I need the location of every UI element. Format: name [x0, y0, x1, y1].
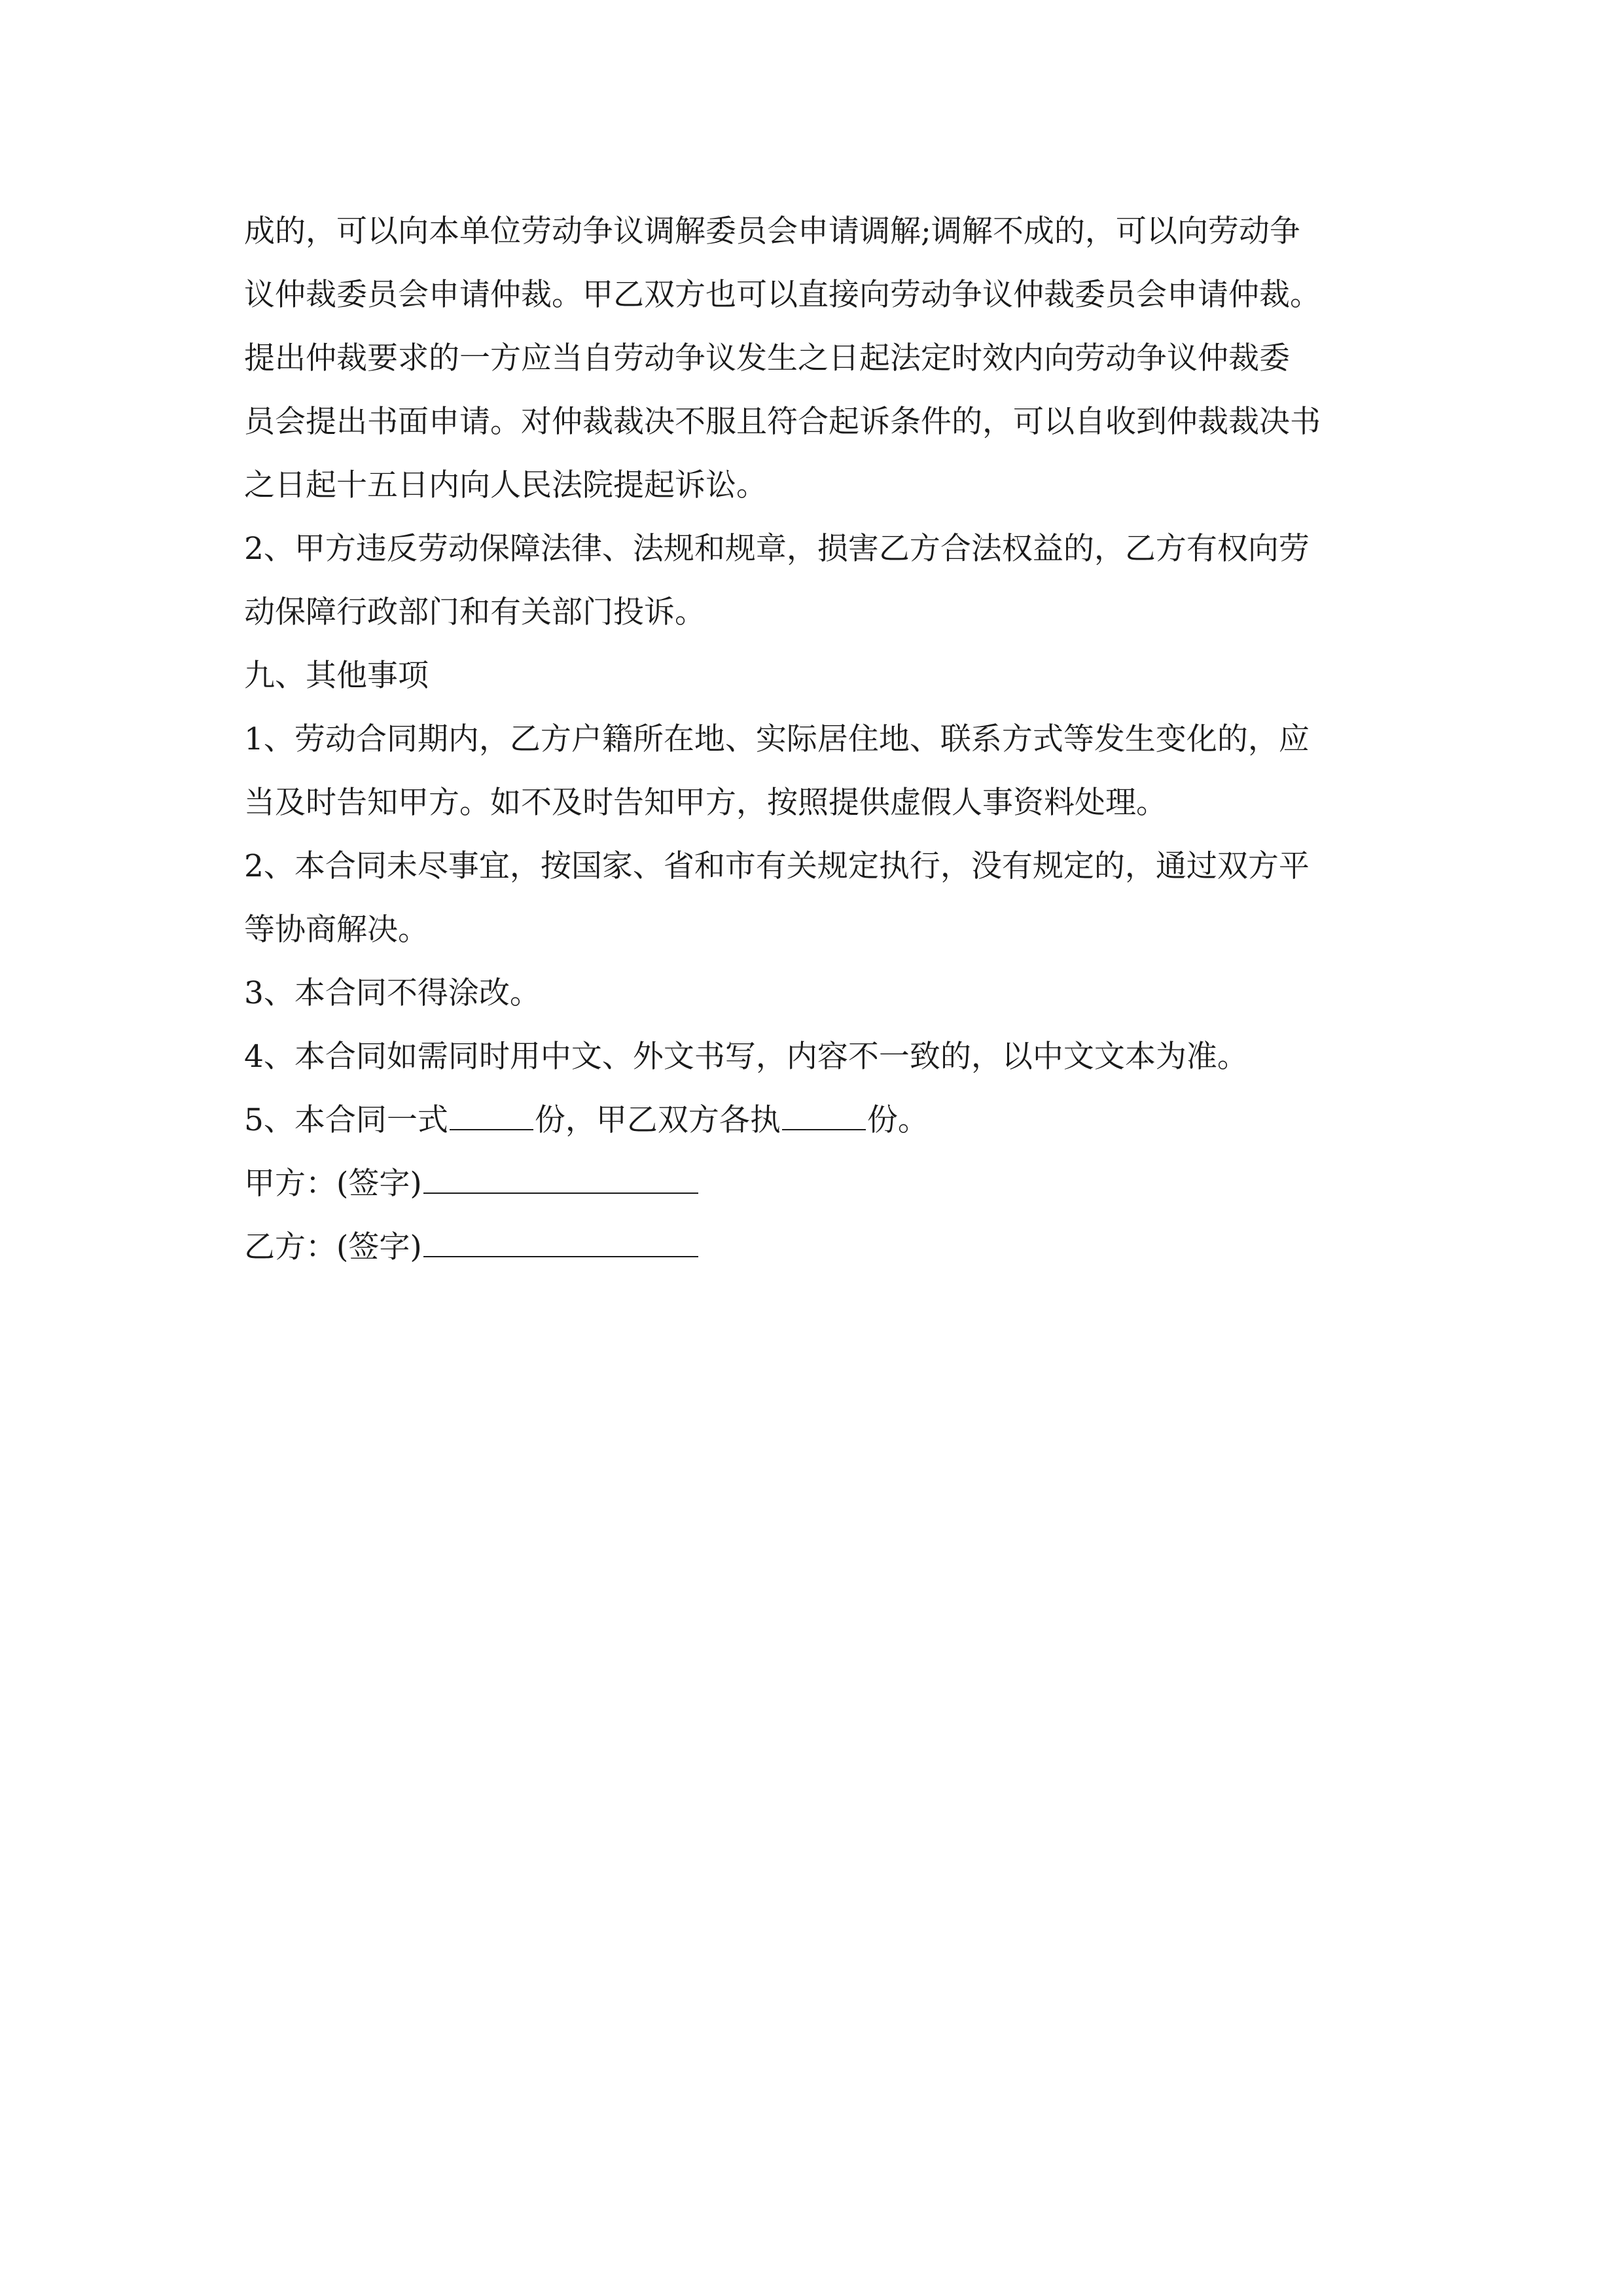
copies-text-3: 份。	[866, 1102, 929, 1138]
text-line: 议仲裁委员会申请仲裁。甲乙双方也可以直接向劳动争议仲裁委员会申请仲裁。	[244, 277, 1321, 313]
text-line: 提出仲裁要求的一方应当自劳动争议发生之日起法定时效内向劳动争议仲裁委	[244, 340, 1290, 376]
party-b-signature-blank[interactable]	[423, 1219, 698, 1257]
copies-text-2: 份，甲乙双方各执	[534, 1102, 781, 1138]
list-item-5	[244, 1088, 1396, 1152]
section-heading	[244, 644, 1396, 708]
copies-each-blank[interactable]	[782, 1092, 866, 1130]
document-body	[244, 200, 1396, 1279]
text-line: 1、劳动合同期内，乙方户籍所在地、实际居住地、联系方式等发生变化的，应	[244, 721, 1310, 757]
text-line: 动保障行政部门和有关部门投诉。	[244, 594, 705, 630]
paragraph-complaint	[244, 517, 1396, 644]
list-item-4	[244, 1025, 1396, 1088]
text-line: 3、本合同不得涂改。	[244, 975, 541, 1011]
party-a-signature-blank[interactable]	[423, 1156, 698, 1194]
party-a-label: 甲方：(签字)	[244, 1166, 422, 1202]
party-a-signature-row	[244, 1152, 1396, 1215]
text-line: 2、甲方违反劳动保障法律、法规和规章，损害乙方合法权益的，乙方有权向劳	[244, 531, 1310, 567]
party-b-label: 乙方：(签字)	[244, 1229, 422, 1265]
text-line: 当及时告知甲方。如不及时告知甲方，按照提供虚假人事资料处理。	[244, 785, 1167, 821]
paragraph-arbitration	[244, 200, 1396, 517]
text-line: 等协商解决。	[244, 912, 429, 948]
signature-block	[244, 1152, 1396, 1279]
text-line: 4、本合同如需同时用中文、外文书写，内容不一致的，以中文文本为准。	[244, 1039, 1248, 1075]
party-b-signature-row	[244, 1215, 1396, 1279]
list-item-2	[244, 834, 1396, 961]
copies-total-blank[interactable]	[450, 1092, 533, 1130]
copies-line	[244, 1088, 1396, 1152]
list-item-3	[244, 961, 1396, 1025]
text-line: 之日起十五日内向人民法院提起诉讼。	[244, 467, 767, 503]
copies-text-1: 5、本合同一式	[244, 1102, 448, 1138]
heading-text: 九、其他事项	[244, 658, 429, 694]
text-line: 员会提出书面申请。对仲裁裁决不服且符合起诉条件的，可以自收到仲裁裁决书	[244, 404, 1321, 440]
text-line: 成的，可以向本单位劳动争议调解委员会申请调解;调解不成的，可以向劳动争	[244, 213, 1300, 249]
list-item-1	[244, 708, 1396, 834]
text-line: 2、本合同未尽事宜，按国家、省和市有关规定执行，没有规定的，通过双方平	[244, 848, 1310, 884]
